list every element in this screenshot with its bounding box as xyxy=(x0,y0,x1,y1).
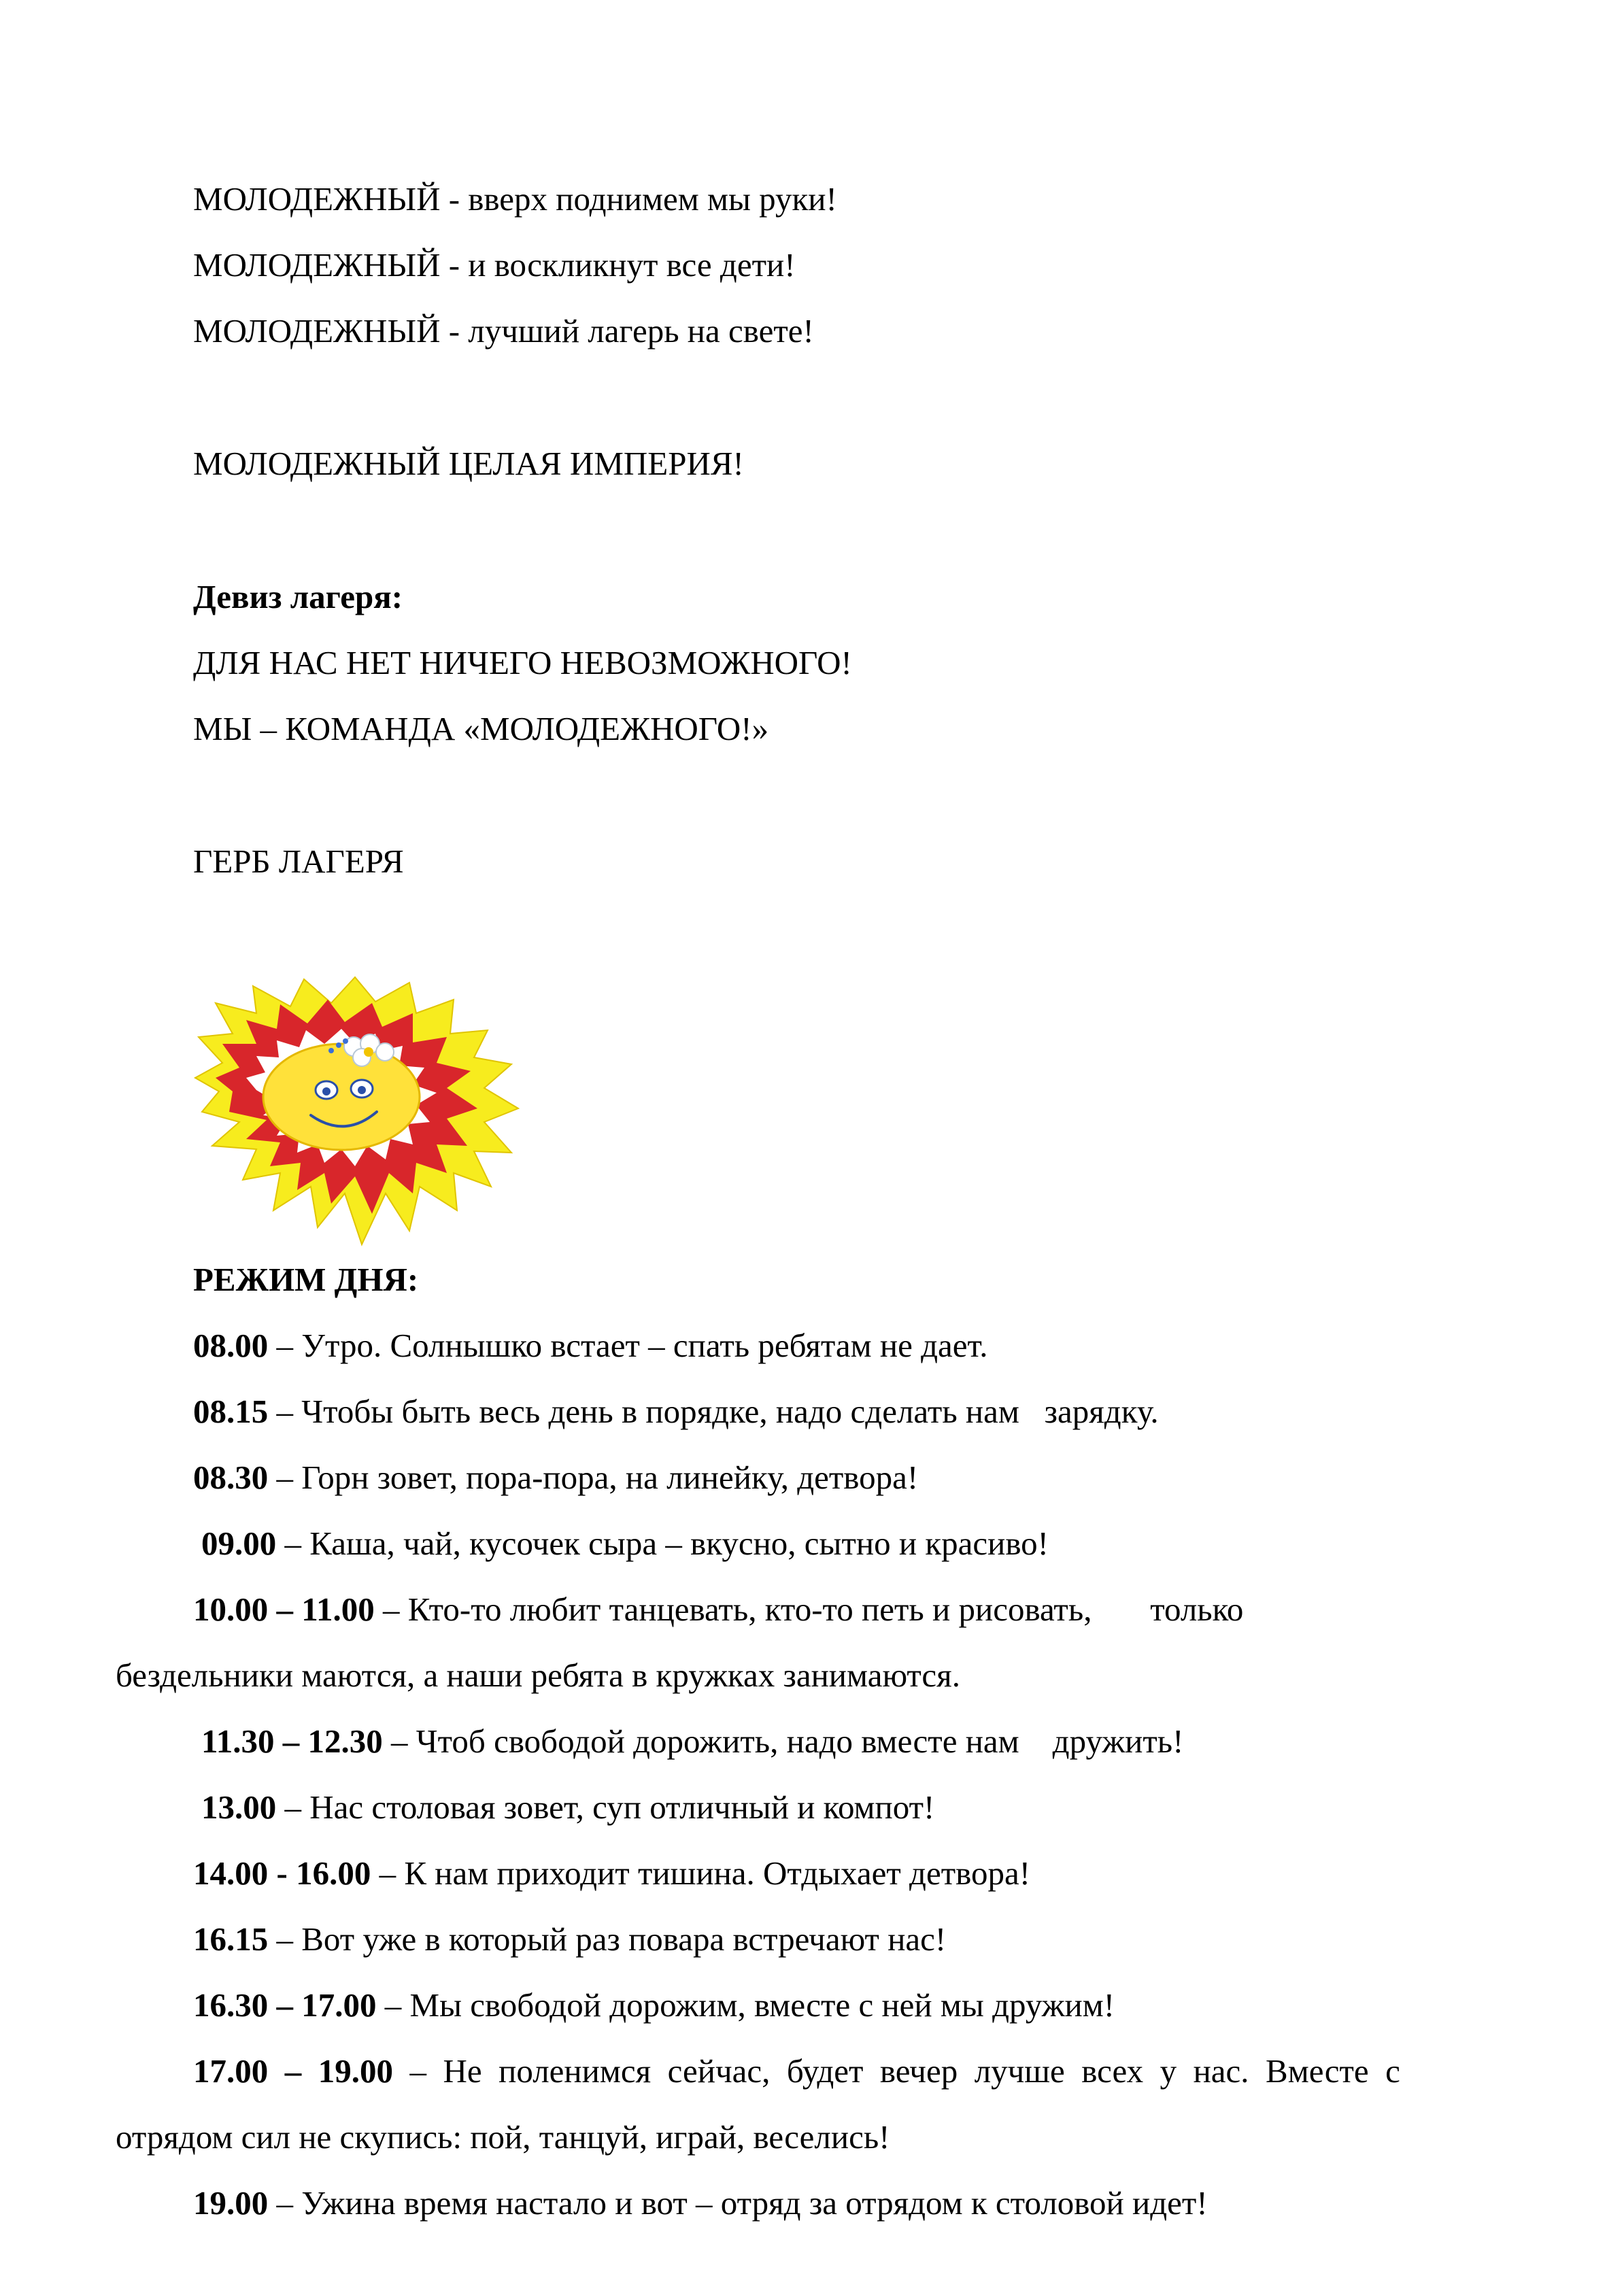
schedule-text: – Вот уже в который раз повара встречают нас! xyxy=(268,1920,947,1958)
emblem-heading: ГЕРБ ЛАГЕРЯ xyxy=(193,843,404,880)
schedule-item-9 xyxy=(193,1919,946,1960)
motto-line-2: МЫ – КОМАНДА «МОЛОДЕЖНОГО!» xyxy=(193,710,769,747)
schedule-time: 08.00 xyxy=(193,1327,269,1364)
schedule-item-11 xyxy=(193,2051,1400,2092)
schedule-item-1 xyxy=(193,1325,988,1366)
schedule-text: – К нам приходит тишина. Отдыхает детвора! xyxy=(371,1854,1031,1892)
schedule-time: 08.15 xyxy=(193,1393,269,1430)
schedule-item-10 xyxy=(193,1985,1115,2026)
schedule-item-6 xyxy=(201,1721,1183,1762)
schedule-item-2 xyxy=(193,1391,1159,1432)
schedule-text: – Мы свободой дорожим, вместе с ней мы дружим! xyxy=(376,1986,1115,2024)
schedule-text: – Ужина время настало и вот – отряд за отрядом к столовой идет! xyxy=(268,2184,1208,2222)
schedule-text: – Чтобы быть весь день в порядке, надо сделать нам зарядку. xyxy=(268,1393,1159,1430)
schedule-item-8 xyxy=(193,1853,1030,1894)
schedule-text: – Чтоб свободой дорожить, надо вместе нам дружить! xyxy=(382,1722,1184,1760)
schedule-item-12 xyxy=(193,2183,1208,2224)
motto-heading: Девиз лагеря: xyxy=(193,578,403,615)
camp-emblem-sun xyxy=(192,976,522,1248)
schedule-time: 16.15 xyxy=(193,1920,269,1958)
schedule-item-11-continuation: отрядом сил не скупись: пой, танцуй, играй, веселись! xyxy=(116,2118,890,2156)
schedule-item-5 xyxy=(193,1589,1243,1630)
schedule-time: 19.00 xyxy=(193,2184,269,2222)
schedule-text: – Кто-то любит танцевать, кто-то петь и рисовать, только xyxy=(374,1591,1244,1628)
schedule-time: 13.00 xyxy=(201,1788,277,1826)
chant-line-2: МОЛОДЕЖНЫЙ - и воскликнут все дети! xyxy=(193,246,796,284)
schedule-heading: РЕЖИМ ДНЯ: xyxy=(193,1261,419,1298)
empire-line: МОЛОДЕЖНЫЙ ЦЕЛАЯ ИМПЕРИЯ! xyxy=(193,445,744,482)
schedule-time: 09.00 xyxy=(201,1525,277,1562)
chant-line-3: МОЛОДЕЖНЫЙ - лучший лагерь на свете! xyxy=(193,312,814,350)
schedule-item-4 xyxy=(201,1523,1049,1564)
schedule-time: 16.30 – 17.00 xyxy=(193,1986,377,2024)
schedule-text: – Утро. Солнышко встает – спать ребятам не дает. xyxy=(268,1327,988,1364)
schedule-item-7 xyxy=(201,1787,934,1828)
schedule-time: 10.00 – 11.00 xyxy=(193,1591,375,1628)
motto-line-1: ДЛЯ НАС НЕТ НИЧЕГО НЕВОЗМОЖНОГО! xyxy=(193,644,852,681)
schedule-time: 11.30 – 12.30 xyxy=(201,1722,383,1760)
schedule-time: 14.00 - 16.00 xyxy=(193,1854,371,1892)
chant-line-1: МОЛОДЕЖНЫЙ - вверх поднимем мы руки! xyxy=(193,180,837,218)
schedule-item-5-continuation: бездельники маются, а наши ребята в кружках занимаются. xyxy=(116,1657,960,1694)
schedule-item-3 xyxy=(193,1457,918,1498)
schedule-text: – Не поленимся сейчас, будет вечер лучше всех у нас. Вместе с xyxy=(393,2052,1400,2090)
schedule-text: – Каша, чай, кусочек сыра – вкусно, сытно и красиво! xyxy=(276,1525,1049,1562)
schedule-text: – Нас столовая зовет, суп отличный и компот! xyxy=(276,1788,935,1826)
emblem-sun-face xyxy=(263,1044,420,1150)
schedule-text: – Горн зовет, пора-пора, на линейку, детвора! xyxy=(268,1459,919,1496)
schedule-time: 17.00 – 19.00 xyxy=(193,2052,393,2090)
schedule-time: 08.30 xyxy=(193,1459,269,1496)
